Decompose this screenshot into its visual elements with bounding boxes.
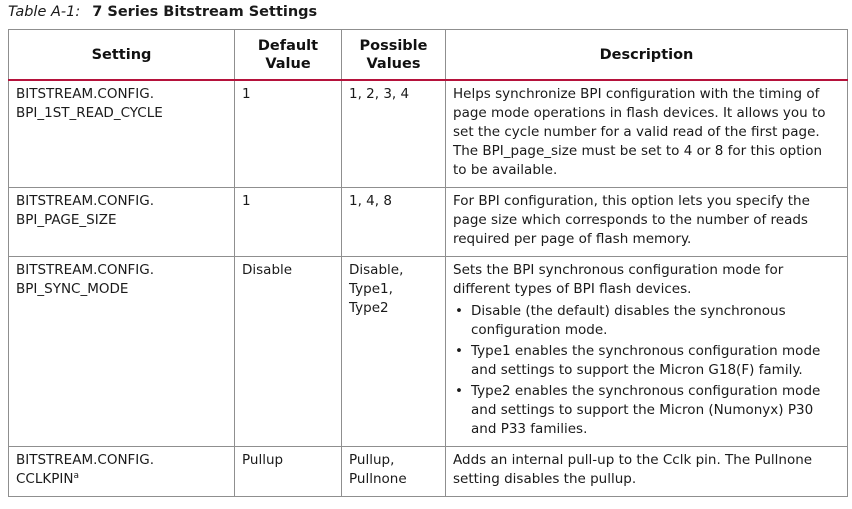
bitstream-settings-table bbox=[8, 29, 848, 497]
header-default-line-1: Default bbox=[257, 37, 319, 54]
header-description: Description bbox=[446, 30, 848, 81]
default-value-cell: Pullup bbox=[235, 447, 342, 497]
possible-value: Type2 bbox=[349, 300, 389, 316]
header-possible-line-1: Possible bbox=[359, 37, 428, 54]
possible-values-cell bbox=[342, 188, 446, 257]
header-default-value bbox=[235, 30, 342, 81]
bullet-icon: • bbox=[455, 343, 463, 359]
header-possible-line-2: Values bbox=[366, 55, 421, 72]
description-cell: Adds an internal pull-up to the Cclk pin. The Pullnone setting disables the pullup. bbox=[446, 447, 848, 497]
possible-value: 1, 2, 3, 4 bbox=[349, 86, 410, 102]
setting-cell bbox=[9, 257, 235, 447]
header-default-line-2: Value bbox=[265, 55, 311, 72]
setting-name bbox=[16, 470, 227, 489]
setting-cell bbox=[9, 447, 235, 497]
bullet-icon: • bbox=[455, 303, 463, 319]
setting-prefix: BITSTREAM.CONFIG. bbox=[16, 262, 155, 278]
description-text: Sets the BPI synchronous configuration mode for different types of BPI flash devices. bbox=[453, 262, 784, 297]
setting-name: BPI_PAGE_SIZE bbox=[16, 212, 117, 228]
possible-values-cell bbox=[342, 257, 446, 447]
setting-prefix: BITSTREAM.CONFIG. bbox=[16, 86, 155, 102]
possible-value: 1, 4, 8 bbox=[349, 193, 392, 209]
possible-value: Type1, bbox=[349, 281, 393, 297]
setting-cell bbox=[9, 80, 235, 188]
setting-cell bbox=[9, 188, 235, 257]
table-title: 7 Series Bitstream Settings bbox=[92, 4, 318, 20]
list-item bbox=[453, 342, 838, 380]
setting-prefix: BITSTREAM.CONFIG. bbox=[16, 193, 155, 209]
list-item-text: Type1 enables the synchronous configuration mode and settings to support the Micron G18(F) family. bbox=[471, 343, 821, 378]
setting-name: BPI_SYNC_MODE bbox=[16, 281, 129, 297]
default-value-cell: Disable bbox=[235, 257, 342, 447]
possible-values-cell bbox=[342, 80, 446, 188]
possible-values-cell bbox=[342, 447, 446, 497]
description-cell bbox=[446, 257, 848, 447]
table-row bbox=[9, 80, 848, 188]
possible-value: Pullup, bbox=[349, 452, 395, 468]
header-setting: Setting bbox=[9, 30, 235, 81]
header-possible-values bbox=[342, 30, 446, 81]
list-item bbox=[453, 302, 838, 340]
possible-value: Pullnone bbox=[349, 471, 407, 487]
table-row bbox=[9, 447, 848, 497]
table-row bbox=[9, 257, 848, 447]
list-item bbox=[453, 382, 838, 439]
description-cell: Helps synchronize BPI configuration with the timing of page mode operations in flash devices. It allows you to set the cycle number for a valid read of the first page. The BPI_page_size must be set to 4 or 8 for this option to be available. bbox=[446, 80, 848, 188]
bullet-icon: • bbox=[455, 383, 463, 399]
table-number: Table A-1: bbox=[8, 4, 81, 20]
setting-prefix: BITSTREAM.CONFIG. bbox=[16, 452, 155, 468]
setting-name: BPI_1ST_READ_CYCLE bbox=[16, 105, 163, 121]
default-value-cell: 1 bbox=[235, 80, 342, 188]
footnote-marker: a bbox=[73, 471, 79, 481]
table-caption bbox=[8, 3, 317, 21]
list-item-text: Disable (the default) disables the synchronous configuration mode. bbox=[471, 303, 786, 338]
setting-name-text: CCLKPIN bbox=[16, 471, 74, 487]
list-item-text: Type2 enables the synchronous configuration mode and settings to support the Micron (Numonyx) P30 and P33 families. bbox=[471, 383, 821, 437]
description-cell: For BPI configuration, this option lets you specify the page size which corresponds to the number of reads required per page of flash memory. bbox=[446, 188, 848, 257]
possible-value: Disable, bbox=[349, 262, 404, 278]
table-header-row bbox=[9, 30, 848, 81]
table-row bbox=[9, 188, 848, 257]
description-bullet-list bbox=[453, 302, 838, 439]
default-value-cell: 1 bbox=[235, 188, 342, 257]
